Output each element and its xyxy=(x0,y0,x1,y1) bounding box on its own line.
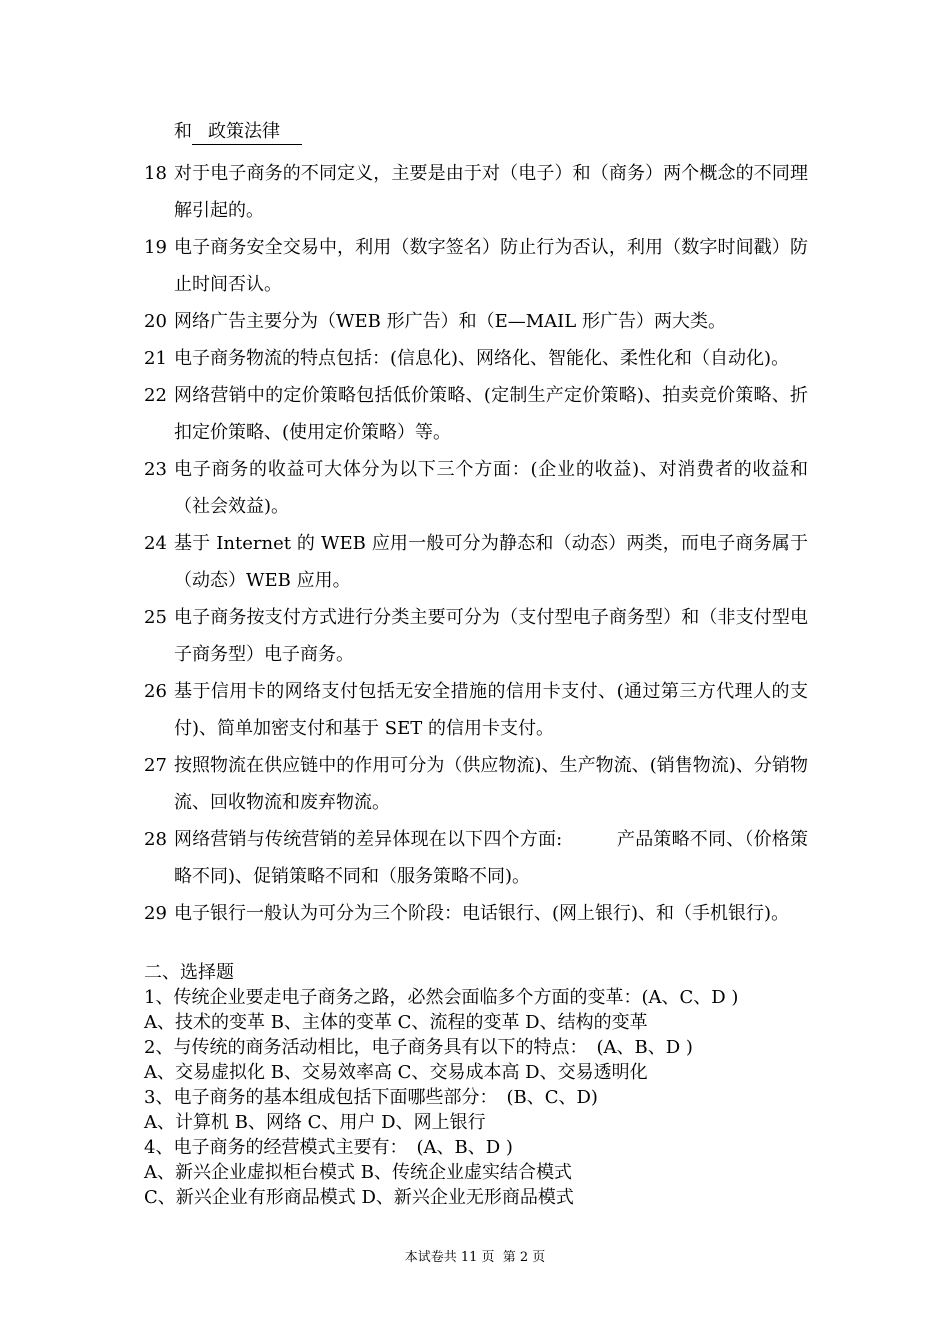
question-item xyxy=(144,229,808,303)
question-number: 19 xyxy=(144,237,167,258)
mcq-line: A、计算机 B、网络 C、用户 D、网上银行 xyxy=(144,1112,486,1133)
total-pages-label: 本试卷共 11 页 xyxy=(404,1250,495,1265)
question-number: 18 xyxy=(144,163,167,184)
question-item xyxy=(144,303,808,340)
multiple-choice-section xyxy=(144,960,808,1210)
fill-in-questions xyxy=(144,155,826,932)
page-footer xyxy=(0,1246,950,1265)
question-number: 23 xyxy=(144,459,167,480)
question-item xyxy=(144,673,808,747)
question-number: 29 xyxy=(144,903,167,924)
mcq-line: A、交易虚拟化 B、交易效率高 C、交易成本高 D、交易透明化 xyxy=(144,1062,648,1083)
continued-prefix: 和 xyxy=(174,121,192,142)
mcq-line: C、新兴企业有形商品模式 D、新兴企业无形商品模式 xyxy=(144,1187,574,1208)
mcq-line: 2、与传统的商务活动相比，电子商务具有以下的特点： (A、B、D ) xyxy=(144,1037,693,1058)
current-page-label: 第 2 页 xyxy=(502,1250,546,1265)
question-number: 25 xyxy=(144,607,167,628)
question-item xyxy=(144,340,808,377)
mcq-line: 1、传统企业要走电子商务之路，必然会面临多个方面的变革：(A、C、D ) xyxy=(144,987,739,1008)
mcq-line: A、新兴企业虚拟柜台模式 B、传统企业虚实结合模式 xyxy=(144,1162,572,1183)
question-number: 26 xyxy=(144,681,167,702)
question-item xyxy=(144,155,808,229)
question-item xyxy=(144,895,808,932)
question-text: 网络营销与传统营销的差异体现在以下四个方面: 产品策略不同、（价格策略不同)、促销策略不同和（服务策略不同)。 xyxy=(174,829,808,887)
question-text: 电子商务安全交易中，利用（数字签名）防止行为否认，利用（数字时间戳）防止时间否认。 xyxy=(174,237,808,295)
mcq-line: 3、电子商务的基本组成包括下面哪些部分： (B、C、D) xyxy=(144,1087,598,1108)
question-text: 网络广告主要分为（WEB 形广告）和（E—MAIL 形广告）两大类。 xyxy=(174,311,726,332)
continued-answer-line xyxy=(174,118,302,146)
question-number: 28 xyxy=(144,829,167,850)
question-text: 基于信用卡的网络支付包括无安全措施的信用卡支付、(通过第三方代理人的支付)、简单加密支付和基于 SET 的信用卡支付。 xyxy=(174,681,808,739)
question-number: 24 xyxy=(144,533,167,554)
question-number: 27 xyxy=(144,755,167,776)
mcq-line: A、技术的变革 B、主体的变革 C、流程的变革 D、结构的变革 xyxy=(144,1012,648,1033)
question-item xyxy=(144,599,808,673)
question-text: 对于电子商务的不同定义，主要是由于对（电子）和（商务）两个概念的不同理解引起的。 xyxy=(174,163,808,221)
question-item xyxy=(144,525,808,599)
question-item xyxy=(144,747,808,821)
question-text: 按照物流在供应链中的作用可分为（供应物流)、生产物流、(销售物流)、分销物流、回收物流和废弃物流。 xyxy=(174,755,808,813)
question-text: 电子商务的收益可大体分为以下三个方面：(企业的收益)、对消费者的收益和 （社会效益)。 xyxy=(174,459,826,517)
question-item xyxy=(144,377,808,451)
question-item xyxy=(144,821,808,895)
question-text: 基于 Internet 的 WEB 应用一般可分为静态和（动态）两类，而电子商务属于（动态）WEB 应用。 xyxy=(174,533,808,591)
question-number: 20 xyxy=(144,311,167,332)
question-number: 22 xyxy=(144,385,167,406)
filled-blank: 政策法律 xyxy=(192,120,302,145)
section-title: 二、选择题 xyxy=(144,962,234,983)
question-text: 电子银行一般认为可分为三个阶段：电话银行、(网上银行)、和（手机银行)。 xyxy=(174,903,790,924)
question-text: 电子商务按支付方式进行分类主要可分为（支付型电子商务型）和（非支付型电子商务型）电子商务。 xyxy=(174,607,808,665)
mcq-line: 4、电子商务的经营模式主要有： (A、B、D ) xyxy=(144,1137,513,1158)
question-text: 电子商务物流的特点包括：(信息化)、网络化、智能化、柔性化和（自动化)。 xyxy=(174,348,790,369)
question-text: 网络营销中的定价策略包括低价策略、(定制生产定价策略)、拍卖竞价策略、折扣定价策略、(使用定价策略）等。 xyxy=(174,385,808,443)
question-item xyxy=(144,451,826,525)
question-number: 21 xyxy=(144,348,167,369)
